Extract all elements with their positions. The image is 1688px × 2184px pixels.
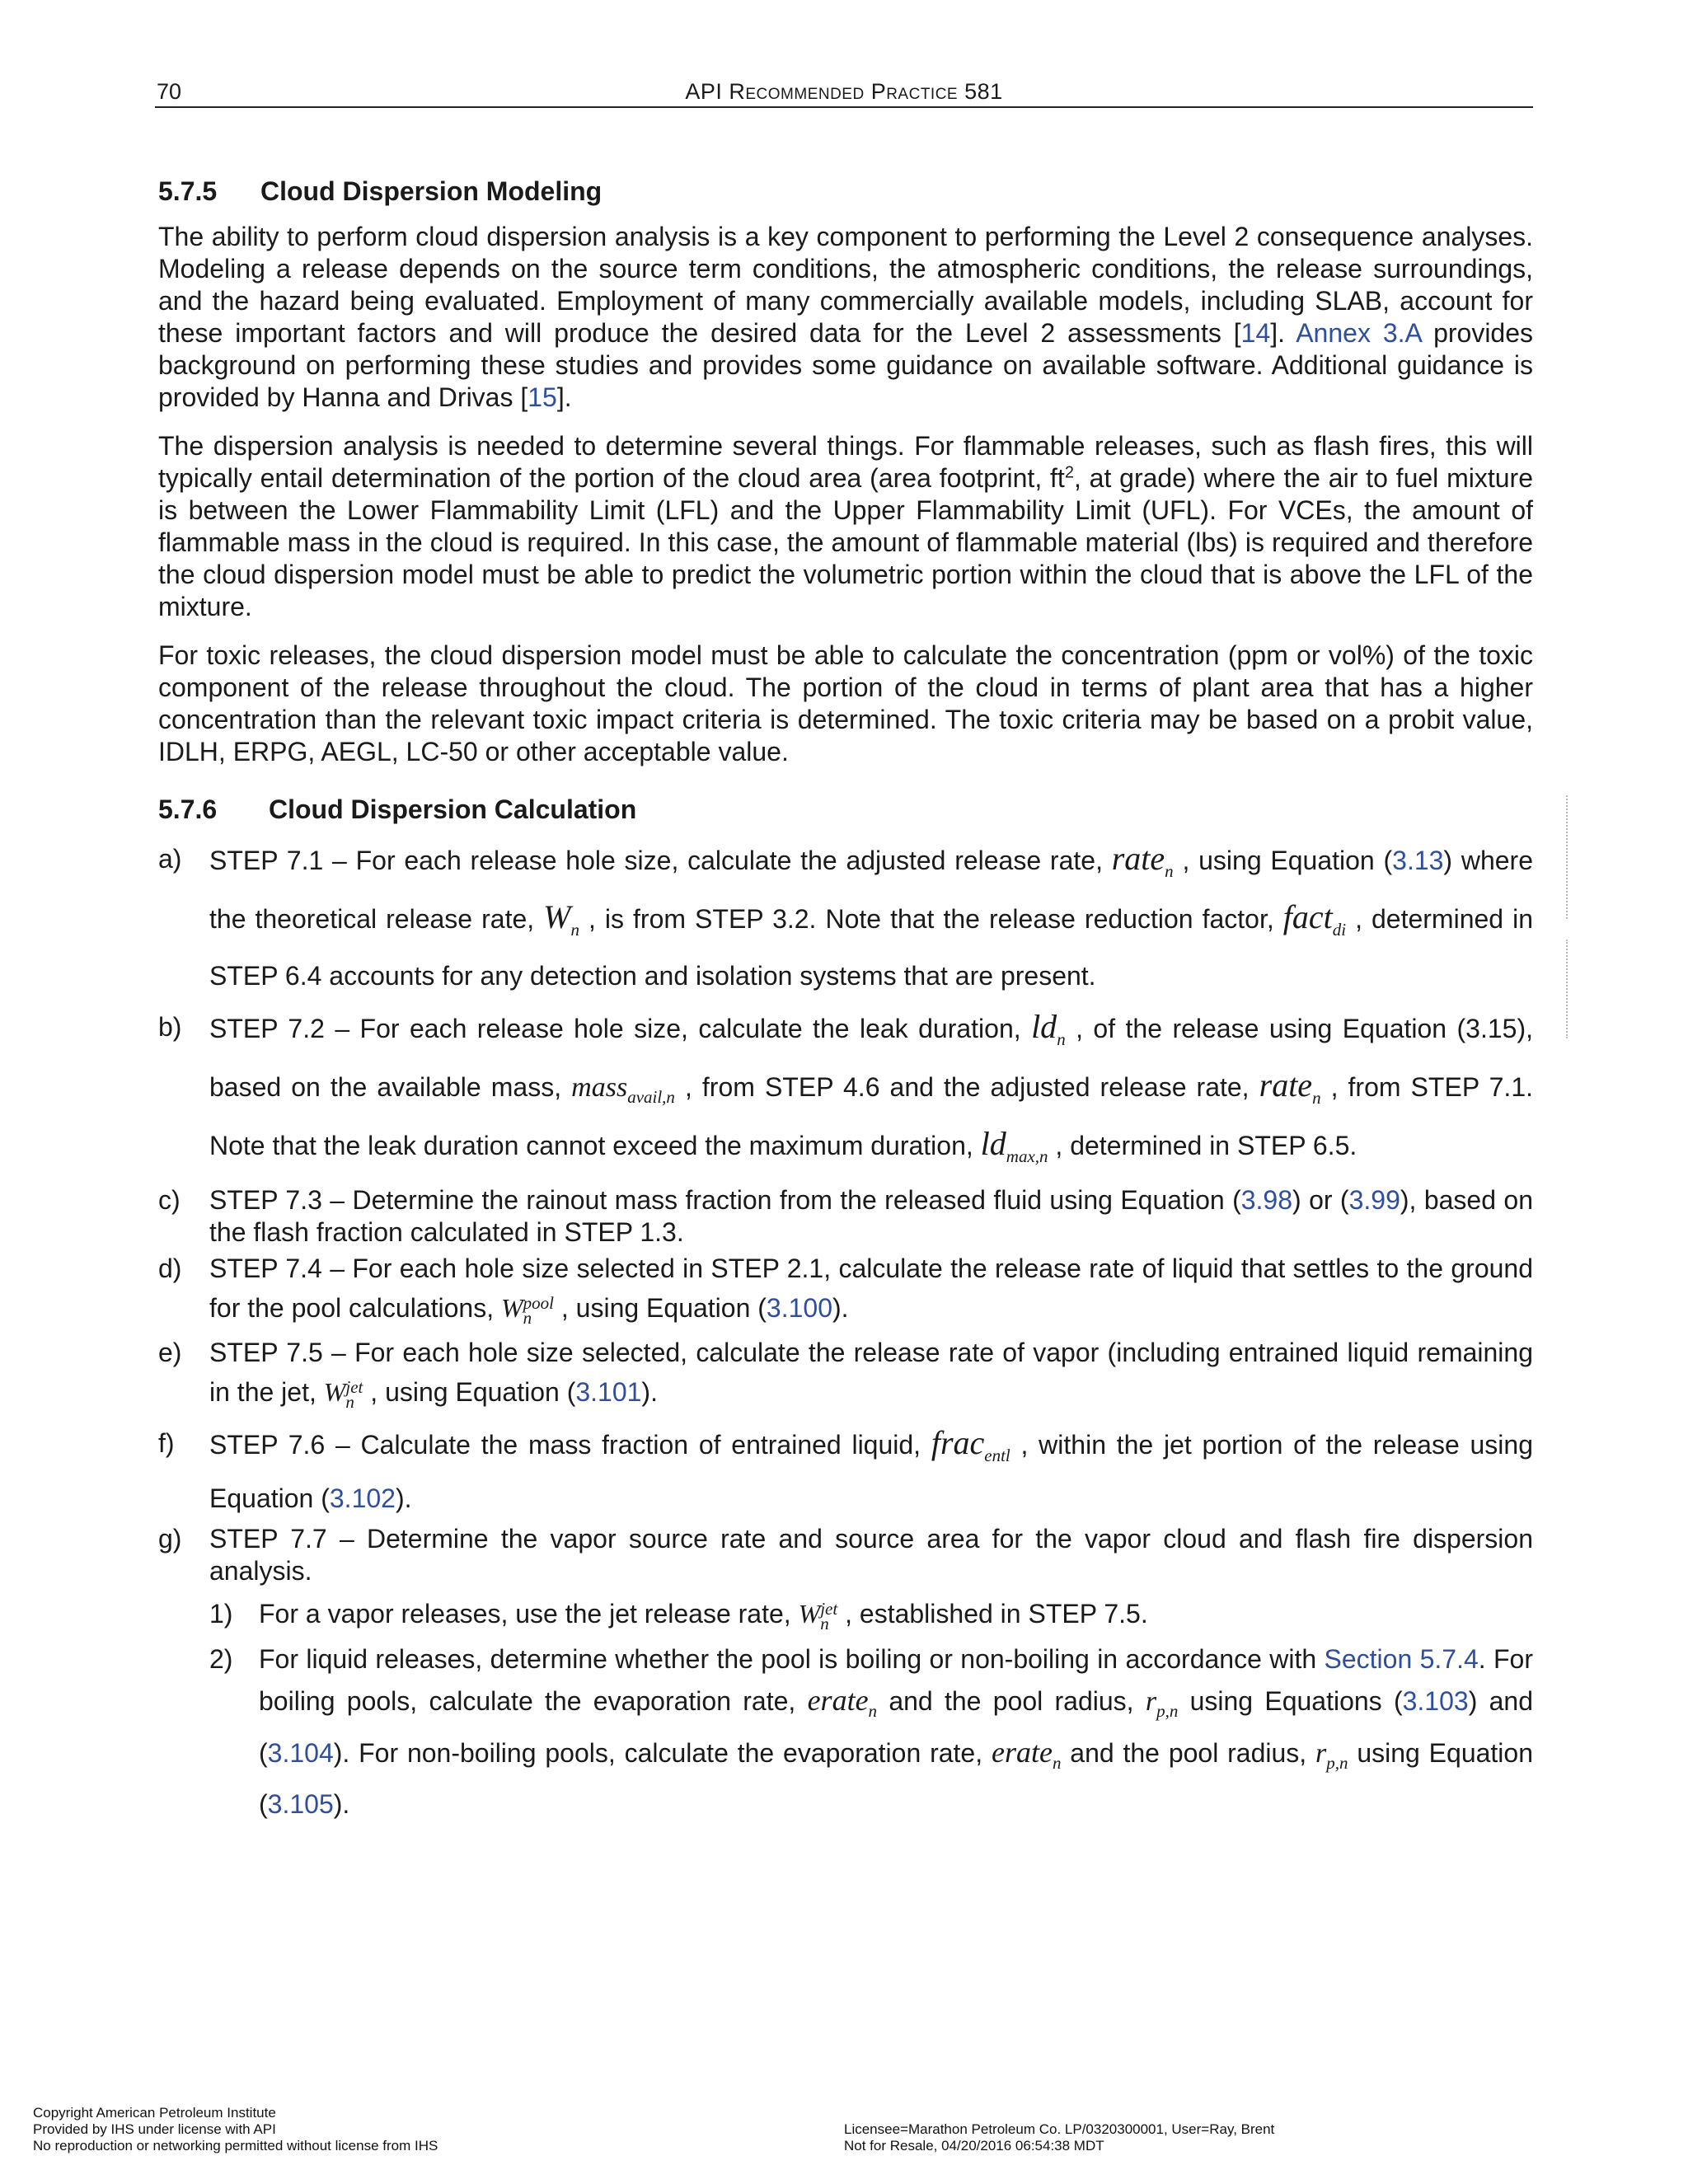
header-rule	[155, 106, 1533, 108]
list-item: d) STEP 7.4 – For each hole size selected in STEP 2.1, calculate the release rate of liquid that settles to the ground for the pool calculations, Wpool n , using Equation (3.100).	[158, 1254, 1533, 1328]
equation-link[interactable]: 3.101	[575, 1377, 642, 1407]
equation-link[interactable]: 3.13	[1392, 846, 1444, 875]
section-title: Cloud Dispersion Modeling	[260, 176, 603, 206]
sub-steps-list	[209, 1592, 1533, 1825]
list-item: a) STEP 7.1 – For each release hole size, calculate the adjusted release rate, rate$_n$ , using Equation (3.13) where the theoretical release rate, $W_n$ , is from STEP 3.2. Note that the release reduction factor, fact$_{di}$ , determined in STEP 6.4 accounts for any detection and isolation systems that are present.	[158, 840, 1534, 991]
reference-link[interactable]: 14	[1240, 318, 1271, 348]
margin-dotted-mark	[1566, 795, 1571, 919]
list-item: b) STEP 7.2 – For each release hole size, calculate the leak duration, $ld_n$ , of the release using Equation (3.15), based on the available mass, mass$_{avail,n}$ , from STEP 4.6 and the adjusted release rate, rate$_n$ , from STEP 7.1. Note that the leak duration cannot exceed the maximum duration, $ld_{max,n}$ , determined in STEP 6.5.	[158, 1008, 1534, 1166]
section-link[interactable]: Section 5.7.4	[1324, 1644, 1479, 1674]
page-content	[158, 175, 1533, 1825]
equation-link[interactable]: 3.102	[329, 1483, 396, 1513]
footer-license: Licensee=Marathon Petroleum Co. LP/0320300001, User=Ray, Brent Not for Resale, 04/20/2016 06:54:38 MDT	[844, 2121, 1275, 2154]
sub-list-item: 2) For liquid releases, determine whether the pool is boiling or non-boiling in accordance with Section 5.7.4. For boiling pools, calculate the evaporation rate, erate$_n$ and the pool radius, $r_{p,n}$ using Equations (3.103) and (3.104). For non-boiling pools, calculate the evaporation rate, erate$_n$ and the pool radius, $r_{p,n}$ using Equation (3.105).	[209, 1644, 1534, 1820]
equation-link[interactable]: 3.100	[766, 1293, 832, 1323]
section-heading-5-7-6	[158, 793, 1533, 826]
list-item: e) STEP 7.5 – For each hole size selected, calculate the release rate of vapor (including entrained liquid remaining in the jet, Wjet n , using Equation (3.101).	[158, 1338, 1533, 1412]
page-number: 70	[157, 79, 182, 104]
section-title: Cloud Dispersion Calculation	[269, 794, 637, 824]
equation-link[interactable]: 3.103	[1402, 1686, 1469, 1716]
footer-copyright: Copyright American Petroleum Institute Provided by IHS under license with API No reproduction or networking permitted without license from IHS	[33, 2105, 438, 2154]
list-item: c) STEP 7.3 – Determine the rainout mass fraction from the released fluid using Equation (3.98) or (3.99), based on the flash fraction calculated in STEP 1.3.	[158, 1185, 1533, 1247]
running-header-title: API Recommended Practice 581	[685, 79, 1003, 104]
margin-dotted-mark	[1566, 940, 1571, 1038]
reference-link[interactable]: 15	[528, 382, 557, 412]
paragraph: The dispersion analysis is needed to determine several things. For flammable releases, such as flash fires, this will typically entail determination of the portion of the cloud area (area footprint, $ft^2$, at grade) where the air to fuel mixture is between the Lower Flammability Limit (LFL) and the Upper Flammability Limit (UFL). For VCEs, the amount of flammable mass in the cloud is required. In this case, the amount of flammable material (lbs) is required and therefore the cloud dispersion model must be able to predict the volumetric portion within the cloud that is above the LFL of the mixture.	[158, 431, 1534, 621]
equation-link[interactable]: 3.98	[1240, 1185, 1292, 1215]
steps-list	[158, 836, 1533, 1825]
annex-link[interactable]: Annex 3.A	[1296, 318, 1422, 348]
equation-link[interactable]: 3.105	[267, 1789, 334, 1820]
section-heading-5-7-5	[158, 175, 1533, 208]
paragraph: For toxic releases, the cloud dispersion model must be able to calculate the concentration (ppm or vol%) of the toxic component of the release throughout the cloud. The portion of the cloud in terms of plant area that has a higher concentration than the relevant toxic impact criteria is determined. The toxic criteria may be based on a probit value, IDLH, ERPG, AEGL, LC-50 or other acceptable value.	[158, 640, 1533, 766]
equation-link[interactable]: 3.104	[267, 1738, 334, 1769]
sub-list-item: 1) For a vapor releases, use the jet release rate, Wjet n , established in STEP 7.5.	[209, 1598, 1148, 1633]
section-number: 5.7.5	[158, 176, 218, 206]
list-item: f) STEP 7.6 – Calculate the mass fraction of entrained liquid, frac$_{entl}$ , within the jet portion of the release using Equation (3.102).	[158, 1424, 1534, 1513]
list-item: g) STEP 7.7 – Determine the vapor source rate and source area for the vapor cloud and flash fire dispersion analysis. 1) For a vapor releases, use the jet release rate, Wjet n , established in STEP 7.5. 2) For liquid releases, determine whether the pool is boiling or non-boiling in accordance with Section 5.7.4. For boiling pools, calculate the evaporation rate, erate$_n$ and the pool radius, $r_{p,n}$ using Equations (3.103) and (3.104). For non-boiling pools, calculate the evaporation rate, erate$_n$ and the pool radius, $r_{p,n}$ using Equation (3.105).	[158, 1523, 1533, 1825]
equation-link[interactable]: 3.99	[1348, 1185, 1400, 1215]
paragraph: The ability to perform cloud dispersion analysis is a key component to performing the Level 2 consequence analyses. Modeling a release depends on the source term conditions, the atmospheric conditions, the release surroundings, and the hazard being evaluated. Employment of many commercially available models, including SLAB, account for these important factors and will produce the desired data for the Level 2 assessments [14]. Annex 3.A provides background on performing these studies and provides some guidance on available software. Additional guidance is provided by Hanna and Drivas [15].	[158, 222, 1534, 412]
section-number: 5.7.6	[158, 794, 218, 824]
